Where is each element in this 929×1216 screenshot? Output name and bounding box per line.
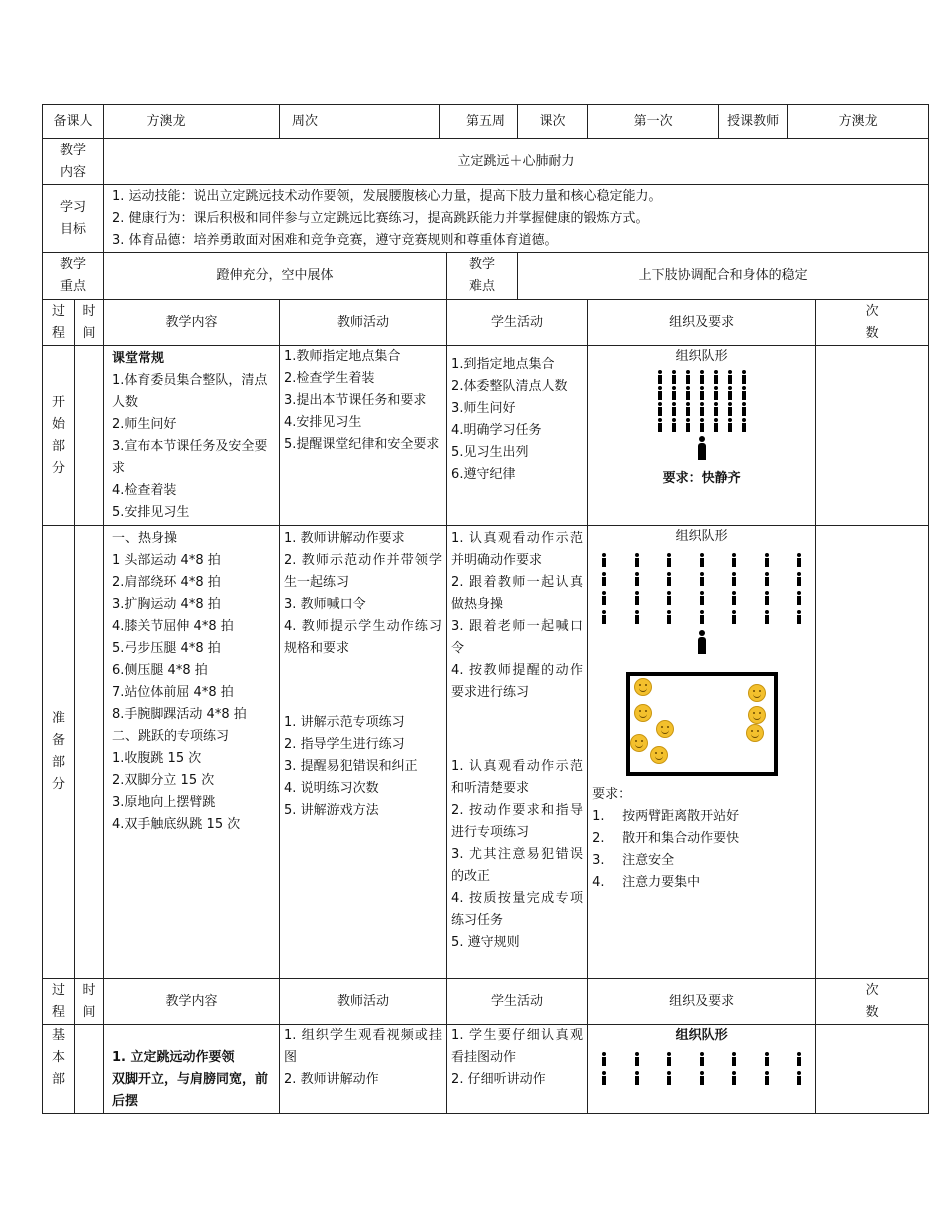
list-item: 1. 认真观看动作示范和听清楚要求 [451, 759, 584, 796]
goal-item: 1. 运动技能：说出立定跳远技术动作要领，发展腰腹核心力量，提高下肢力量和核心稳定能力。 [112, 188, 662, 204]
org-requirement: 要求：快静齐 [662, 471, 741, 486]
col-content: 教学内容 [104, 300, 280, 346]
list-item: 6.侧压腿 4*8 拍 [112, 663, 208, 678]
student-icon [795, 610, 803, 624]
student-icon [730, 1071, 738, 1085]
student-icon [698, 572, 706, 586]
student-icon [698, 418, 706, 432]
student-icon [698, 610, 706, 624]
student-icon [665, 572, 673, 586]
requirement-list [592, 806, 811, 894]
start-content [104, 346, 280, 526]
student-icon [730, 572, 738, 586]
basic-stage: 基 本 部 [43, 1025, 75, 1114]
list-item: 1.收腹跳 15 次 [112, 751, 202, 766]
student-icon [684, 386, 692, 400]
student-icon [698, 553, 706, 567]
teacher-value: 方澳龙 [788, 105, 929, 139]
week-label: 周次 [280, 105, 440, 139]
list-item: 1.教师指定地点集合 [284, 349, 401, 364]
column-header-row [43, 300, 929, 346]
student-icon [698, 1052, 706, 1066]
list-item: 1. 教师讲解动作要求 [284, 531, 405, 546]
col-org: 组织及要求 [588, 979, 816, 1025]
student-icon [730, 553, 738, 567]
list-item: 4. 按质按量完成专项练习任务 [451, 891, 584, 928]
basic-content [104, 1025, 280, 1114]
student-icon [795, 572, 803, 586]
smiley-icon [748, 706, 766, 724]
list-item: 1. 组织学生观看视频或挂图 [284, 1028, 443, 1065]
student-icon [712, 418, 720, 432]
list-item: 7.站位体前屈 4*8 拍 [112, 685, 234, 700]
list-item: 4. 注意力要集中 [592, 875, 701, 890]
list-item: 5.安排见习生 [112, 504, 190, 520]
list-item: 5. 讲解游戏方法 [284, 803, 379, 818]
list-item: 5.提醒课堂纪律和安全要求 [284, 437, 440, 452]
student-icon [600, 1052, 608, 1066]
prep-content [104, 526, 280, 979]
start-org [588, 346, 816, 526]
list-item: 2. 指导学生进行练习 [284, 737, 405, 752]
student-icon [633, 591, 641, 605]
lesson-label: 课次 [518, 105, 588, 139]
prep-stage: 准 备 部 分 [43, 526, 75, 979]
list-item: 3. 跟着老师一起喊口令 [451, 619, 584, 656]
list-item: 3. 提醒易犯错误和纠正 [284, 759, 418, 774]
student-icon [763, 610, 771, 624]
student-icon [763, 591, 771, 605]
teacher-icon [696, 436, 708, 460]
col-process: 过 程 [43, 979, 75, 1025]
week-value: 第五周 [440, 105, 518, 139]
header-row [43, 105, 929, 139]
key-row [43, 253, 929, 300]
student-icon [712, 370, 720, 384]
col-content: 教学内容 [104, 979, 280, 1025]
list-item: 3.提出本节课任务和要求 [284, 393, 427, 408]
student-icon [684, 402, 692, 416]
smiley-icon [634, 678, 652, 696]
student-icon [698, 591, 706, 605]
start-stage: 开 始 部 分 [43, 346, 75, 526]
preparer-value: 方澳龙 [104, 105, 280, 139]
difficulty-label: 教学 难点 [447, 253, 518, 300]
basic-teacher [280, 1025, 447, 1114]
student-icon [726, 386, 734, 400]
student-icon [600, 591, 608, 605]
student-icon [633, 1052, 641, 1066]
student-icon [712, 386, 720, 400]
list-item: 3.原地向上摆臂跳 [112, 795, 216, 810]
student-icon [656, 386, 664, 400]
preparer-label: 备课人 [43, 105, 104, 139]
start-teacher [280, 346, 447, 526]
list-item: 3. 尤其注意易犯错误的改正 [451, 847, 584, 884]
prep-org [588, 526, 816, 979]
col-student: 学生活动 [447, 979, 588, 1025]
student-icon [665, 1052, 673, 1066]
basic-org [588, 1025, 816, 1114]
student-icon [684, 418, 692, 432]
student-icon [730, 1052, 738, 1066]
student-icon [684, 370, 692, 384]
student-icon [670, 402, 678, 416]
list-item: 2. 教师示范动作并带领学生一起练习 [284, 553, 443, 590]
col-time: 时 间 [75, 979, 104, 1025]
list-item: 1. 认真观看动作示范并明确动作要求 [451, 531, 584, 568]
student-icon [600, 610, 608, 624]
student-icon [730, 610, 738, 624]
list-item: 4.安排见习生 [284, 415, 362, 430]
org-title: 组织队形 [675, 1028, 728, 1043]
list-item: 1. 讲解示范专项练习 [284, 715, 405, 730]
student-icon [656, 370, 664, 384]
student-icon [730, 591, 738, 605]
student-icon [698, 386, 706, 400]
req-label: 要求： [592, 787, 632, 802]
start-section [43, 346, 929, 526]
student-icon [698, 402, 706, 416]
prep-time [75, 526, 104, 979]
list-item: 4.检查着装 [112, 482, 177, 498]
key-label: 教学 重点 [43, 253, 104, 300]
list-item: 2.体委整队清点人数 [451, 379, 568, 394]
goal-item: 3. 体育品德：培养勇敢面对困难和竞争竞赛，遵守竞赛规则和尊重体育道德。 [112, 232, 558, 248]
list-item: 2.双脚分立 15 次 [112, 773, 215, 788]
student-icon [665, 1071, 673, 1085]
col-org: 组织及要求 [588, 300, 816, 346]
basic-count [816, 1025, 929, 1114]
student-icon [665, 553, 673, 567]
student-icon [763, 1071, 771, 1085]
col-student: 学生活动 [447, 300, 588, 346]
list-item: 1.到指定地点集合 [451, 357, 555, 372]
student-icon [633, 572, 641, 586]
student-icon [726, 370, 734, 384]
prep-section [43, 526, 929, 979]
prep-teacher [280, 526, 447, 979]
col-process: 过 程 [43, 300, 75, 346]
list-item: 2. 散开和集合动作要快 [592, 831, 740, 846]
list-item: 一、热身操 [112, 531, 178, 546]
content-value: 立定跳远＋心肺耐力 [104, 139, 929, 185]
smiley-icon [746, 724, 764, 742]
goals-label: 学习 目标 [43, 185, 104, 253]
student-icon [740, 418, 748, 432]
key-value: 蹬伸充分，空中展体 [104, 253, 447, 300]
content-row [43, 139, 929, 185]
col-teacher: 教师活动 [280, 300, 447, 346]
content-label: 教学 内容 [43, 139, 104, 185]
list-item: 2. 教师讲解动作 [284, 1072, 379, 1087]
teacher-label: 授课教师 [719, 105, 788, 139]
start-student [447, 346, 588, 526]
list-item: 4. 教师提示学生动作练习规格和要求 [284, 619, 443, 656]
column-header-row-2 [43, 979, 929, 1025]
col-teacher: 教师活动 [280, 979, 447, 1025]
student-icon [670, 386, 678, 400]
list-item: 5. 遵守规则 [451, 935, 520, 950]
lesson-plan-table [42, 104, 929, 1114]
student-icon [633, 610, 641, 624]
student-icon [712, 402, 720, 416]
student-icon [726, 418, 734, 432]
student-icon [698, 1071, 706, 1085]
student-icon [665, 591, 673, 605]
list-item: 3.扩胸运动 4*8 拍 [112, 597, 221, 612]
smiley-icon [650, 746, 668, 764]
list-item: 1 头部运动 4*8 拍 [112, 553, 221, 568]
list-item: 1.体育委员集合整队，清点人数 [112, 372, 268, 410]
list-item: 3.宣布本节课任务及安全要求 [112, 438, 268, 476]
student-icon [763, 1052, 771, 1066]
list-item: 2. 仔细听讲动作 [451, 1072, 546, 1087]
smiley-icon [634, 704, 652, 722]
list-item: 3. 注意安全 [592, 853, 675, 868]
list-item: 4.明确学习任务 [451, 423, 542, 438]
smiley-icon [630, 734, 648, 752]
student-icon [600, 553, 608, 567]
list-item: 8.手腕脚踝活动 4*8 拍 [112, 707, 247, 722]
basic-section [43, 1025, 929, 1114]
formation-diagram [592, 553, 811, 776]
list-item: 6.遵守纪律 [451, 467, 516, 482]
prep-student [447, 526, 588, 979]
col-time: 时 间 [75, 300, 104, 346]
student-icon [795, 1052, 803, 1066]
basic-time [75, 1025, 104, 1114]
student-icon [795, 1071, 803, 1085]
student-icon [795, 591, 803, 605]
basic-content-text: 双脚开立，与肩膀同宽，前后摆 [112, 1072, 269, 1109]
goals-list [104, 185, 929, 253]
start-count [816, 346, 929, 526]
col-count: 次 数 [816, 300, 929, 346]
list-item: 2.肩部绕环 4*8 拍 [112, 575, 221, 590]
list-item: 5.见习生出列 [451, 445, 529, 460]
list-item: 2. 按动作要求和指导进行专项练习 [451, 803, 584, 840]
org-title: 组织队形 [675, 349, 728, 364]
goals-row [43, 185, 929, 253]
list-item: 4. 说明练习次数 [284, 781, 379, 796]
org-title: 组织队形 [675, 529, 728, 544]
student-icon [726, 402, 734, 416]
smiley-icon [656, 720, 674, 738]
list-item: 4.膝关节屈伸 4*8 拍 [112, 619, 234, 634]
prep-count [816, 526, 929, 979]
list-item: 2.检查学生着装 [284, 371, 375, 386]
game-field-diagram [626, 672, 778, 776]
lesson-value: 第一次 [588, 105, 719, 139]
list-item: 1. 学生要仔细认真观看挂图动作 [451, 1028, 584, 1065]
formation-diagram [592, 370, 811, 468]
student-icon [763, 553, 771, 567]
goal-item: 2. 健康行为：课后积极和同伴参与立定跳远比赛练习，提高跳跃能力并掌握健康的锻炼方式。 [112, 210, 649, 226]
list-item: 4.双手触底纵跳 15 次 [112, 817, 241, 832]
start-content-title: 课堂常规 [112, 350, 165, 366]
list-item: 1. 按两臂距离散开站好 [592, 809, 740, 824]
student-icon [740, 386, 748, 400]
list-item: 2.师生问好 [112, 416, 177, 432]
student-icon [656, 402, 664, 416]
difficulty-value: 上下肢协调配合和身体的稳定 [518, 253, 929, 300]
list-item: 4. 按教师提醒的动作要求进行练习 [451, 663, 584, 700]
student-icon [740, 402, 748, 416]
student-icon [600, 572, 608, 586]
student-icon [633, 1071, 641, 1085]
list-item: 3. 教师喊口令 [284, 597, 366, 612]
student-icon [763, 572, 771, 586]
student-icon [665, 610, 673, 624]
teacher-icon [696, 630, 708, 654]
start-time [75, 346, 104, 526]
list-item: 二、跳跃的专项练习 [112, 729, 230, 744]
basic-student [447, 1025, 588, 1114]
col-count: 次 数 [816, 979, 929, 1025]
student-icon [600, 1071, 608, 1085]
list-item: 5.弓步压腿 4*8 拍 [112, 641, 221, 656]
student-icon [656, 418, 664, 432]
student-icon [670, 418, 678, 432]
student-icon [633, 553, 641, 567]
student-icon [670, 370, 678, 384]
student-icon [698, 370, 706, 384]
list-item: 3.师生问好 [451, 401, 516, 416]
student-icon [795, 553, 803, 567]
basic-content-title: 1. 立定跳远动作要领 [112, 1050, 235, 1065]
student-icon [740, 370, 748, 384]
smiley-icon [748, 684, 766, 702]
list-item: 2. 跟着教师一起认真做热身操 [451, 575, 584, 612]
